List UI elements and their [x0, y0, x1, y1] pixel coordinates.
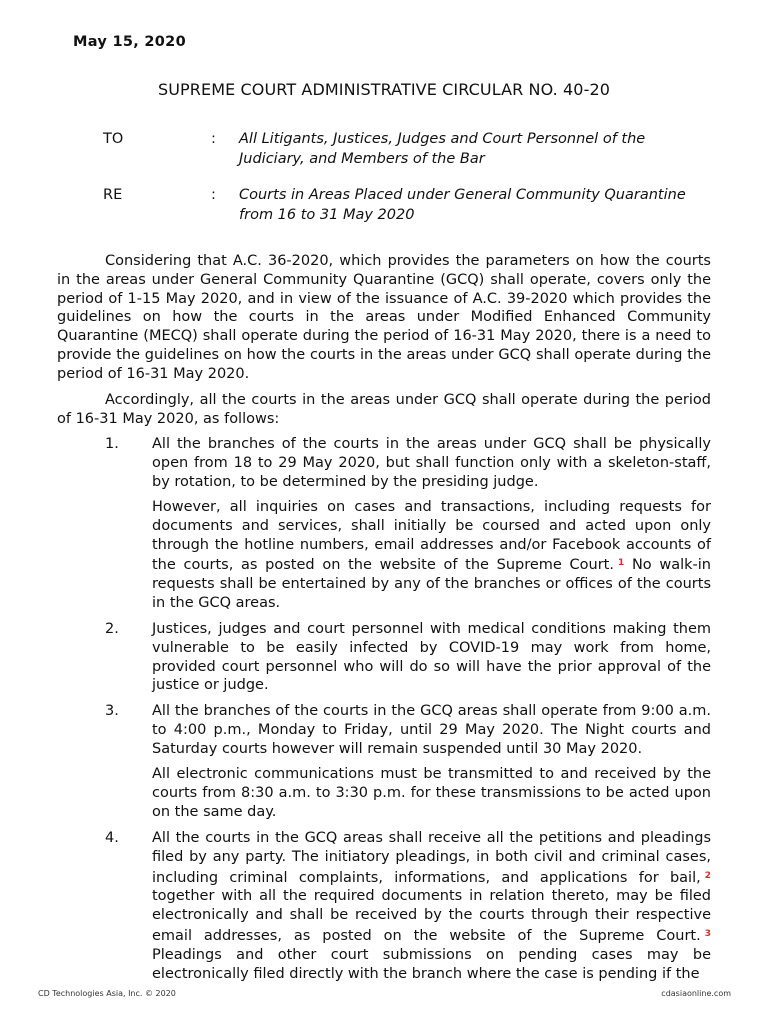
item-text: All the branches of the courts in the GCQ areas shall operate from 9:00 a.m. to 4:00 p.m., Monday to Friday, until 29 May 2020. The Night courts and Saturday courts however will remain suspended until 30 May 2020. — [152, 703, 711, 757]
to-colon: : — [211, 131, 216, 147]
item-number: 1. — [105, 436, 119, 452]
item-subtext-continued: No walk-in requests shall be entertained by any of the branches or offices of the courts in the GCQ areas. — [152, 557, 711, 611]
circular-title: SUPREME COURT ADMINISTRATIVE CIRCULAR NO. 40-20 — [157, 80, 611, 99]
item-number: 4. — [105, 830, 119, 846]
footer-website[interactable]: cdasiaonline.com — [661, 989, 731, 998]
re-label: RE — [103, 187, 123, 203]
footnote-3-link[interactable]: 3 — [704, 928, 711, 939]
to-value: All Litigants, Justices, Judges and Court Personnel of the Judiciary, and Members of the Bar — [239, 131, 646, 167]
item-text — [152, 829, 711, 983]
date: May 15, 2020 — [73, 34, 186, 50]
item-number: 2. — [105, 621, 119, 637]
item-text-part: All the courts in the GCQ areas shall receive all the petitions and pleadings filed by any party. The initiatory pleadings, in both civil and criminal cases, including criminal complaints, informations, and applications for bail, — [152, 830, 711, 886]
list-item-1-subparagraph — [152, 498, 711, 613]
item-text-part: Pleadings and other court submissions on pending cases may be electronically filed directly with the branch where the case is pending if the — [152, 946, 711, 982]
footnote-2-link[interactable]: 2 — [704, 870, 711, 881]
footer-copyright: CD Technologies Asia, Inc. © 2020 — [38, 989, 176, 998]
item-text-part: together with all the required documents in relation thereto, may be filed electronically and shall be received by the courts through their respective email addresses, as posted on the website of the Supreme Court. — [152, 888, 711, 944]
re-value: Courts in Areas Placed under General Community Quarantine from 16 to 31 May 2020 — [239, 187, 686, 223]
list-item-3-subparagraph: All electronic communications must be transmitted to and received by the courts from 8:30 a.m. to 3:30 p.m. for these transmissions to be acted upon on the same day. — [152, 766, 711, 820]
item-number: 3. — [105, 703, 119, 719]
re-colon: : — [211, 187, 216, 203]
item-subtext: However, all inquiries on cases and transactions, including requests for documents and services, shall initially be coursed and acted upon only through the hotline numbers, email addresses and/or Facebook accounts of the courts, as posted on the website of the Supreme Court. — [152, 499, 711, 574]
item-text: All the branches of the courts in the areas under GCQ shall be physically open from 18 to 29 May 2020, but shall function only with a skeleton-staff, by rotation, to be determined by the presiding judge. — [152, 436, 711, 490]
item-text: Justices, judges and court personnel with medical conditions making them vulnerable to be easily infected by COVID-19 may work from home, provided court personnel who will do so will have the prior approval of the justice or judge. — [152, 621, 711, 694]
paragraph-considering: Considering that A.C. 36-2020, which provides the parameters on how the courts in the areas under General Community Quarantine (GCQ) shall operate, covers only the period of 1-15 May 2020, and in view of the issuance of A.C. 39-2020 which provides the guidelines on how the courts in the areas under Modified Enhanced Community Quarantine (MECQ) shall operate during the period of 16-31 May 2020, there is a need to provide the guidelines on how the courts in the areas under GCQ shall operate during the period of 16-31 May 2020. — [57, 253, 711, 382]
to-label: TO — [103, 131, 124, 147]
paragraph-accordingly: Accordingly, all the courts in the areas under GCQ shall operate during the period of 16-31 May 2020, as follows: — [57, 392, 711, 427]
footnote-1-link[interactable]: 1 — [617, 558, 625, 569]
